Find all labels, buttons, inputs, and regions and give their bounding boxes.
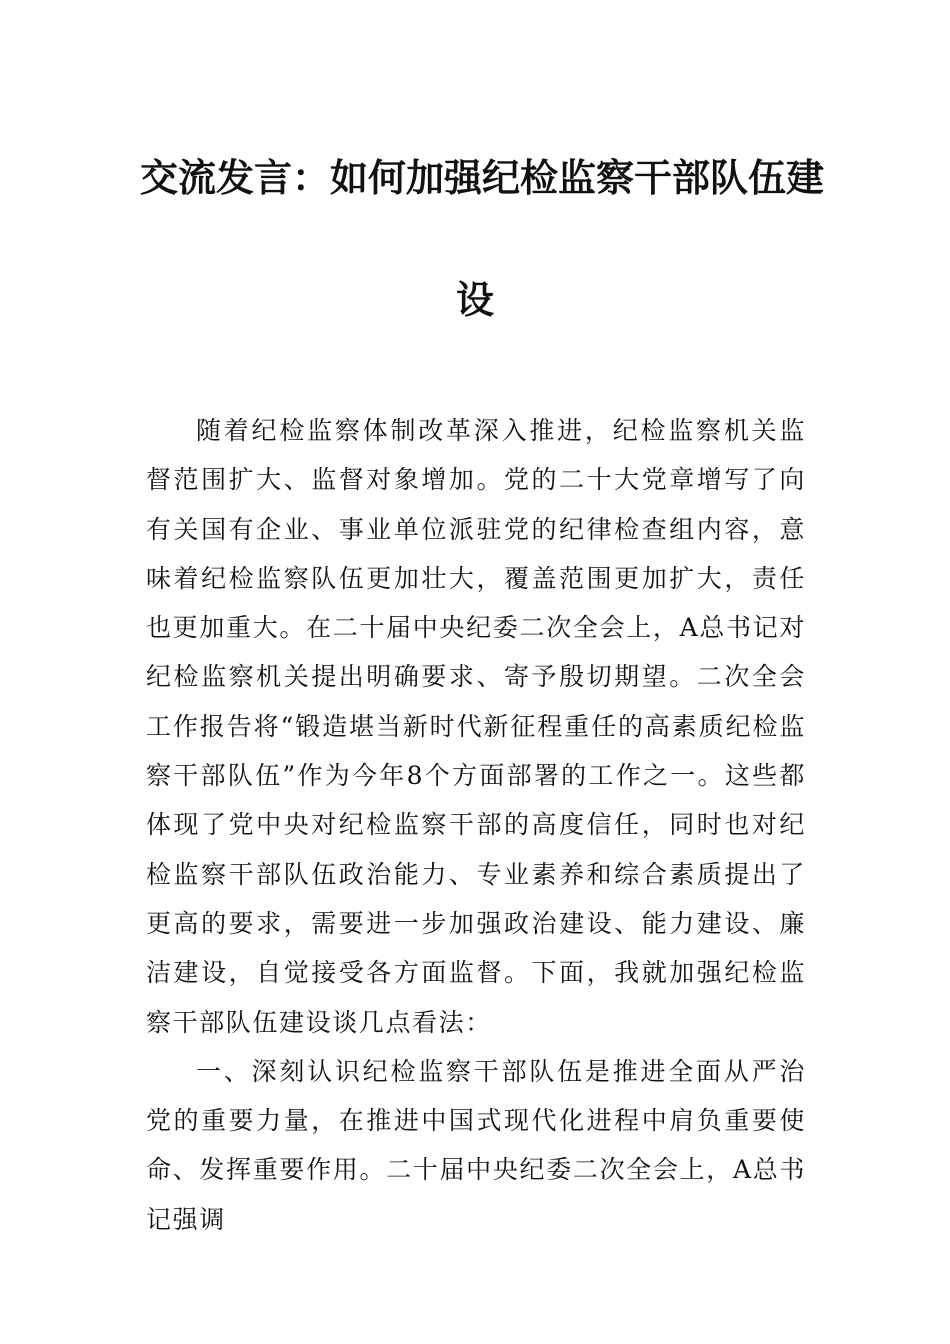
body-paragraph-1: 随着纪检监察体制改革深入推进，纪检监察机关监督范围扩大、监督对象增加。党的二十大党章增写了向有关国有企业、事业单位派驻党的纪律检查组内容，意味着纪检监察队伍更加壮大，覆盖范围更加扩大，责任也更加重大。在二十届中央纪委二次全会上，A总书记对纪检监察机关提出明确要求、寄予殷切期望。二次全会工作报告将“锻造堪当新时代新征程重任的高素质纪检监察干部队伍”作为今年8个方面部署的工作之一。这些都体现了党中央对纪检监察干部的高度信任，同时也对纪检监察干部队伍政治能力、专业素养和综合素质提出了更高的要求，需要进一步加强政治建设、能力建设、廉洁建设，自觉接受各方面监督。下面，我就加强纪检监察干部队伍建设谈几点看法：: [146, 416, 806, 1037]
body-paragraph-2: 一、深刻认识纪检监察干部队伍是推进全面从严治党的重要力量，在推进中国式现代化进程中肩负重要使命、发挥重要作用。二十届中央纪委二次全会上，A总书记强调: [146, 1056, 806, 1234]
document-title-line-2: 设: [455, 278, 494, 322]
document-title-line-1: 交流发言：如何加强纪检监察干部队伍建: [140, 156, 825, 200]
document-body: [146, 406, 806, 1244]
